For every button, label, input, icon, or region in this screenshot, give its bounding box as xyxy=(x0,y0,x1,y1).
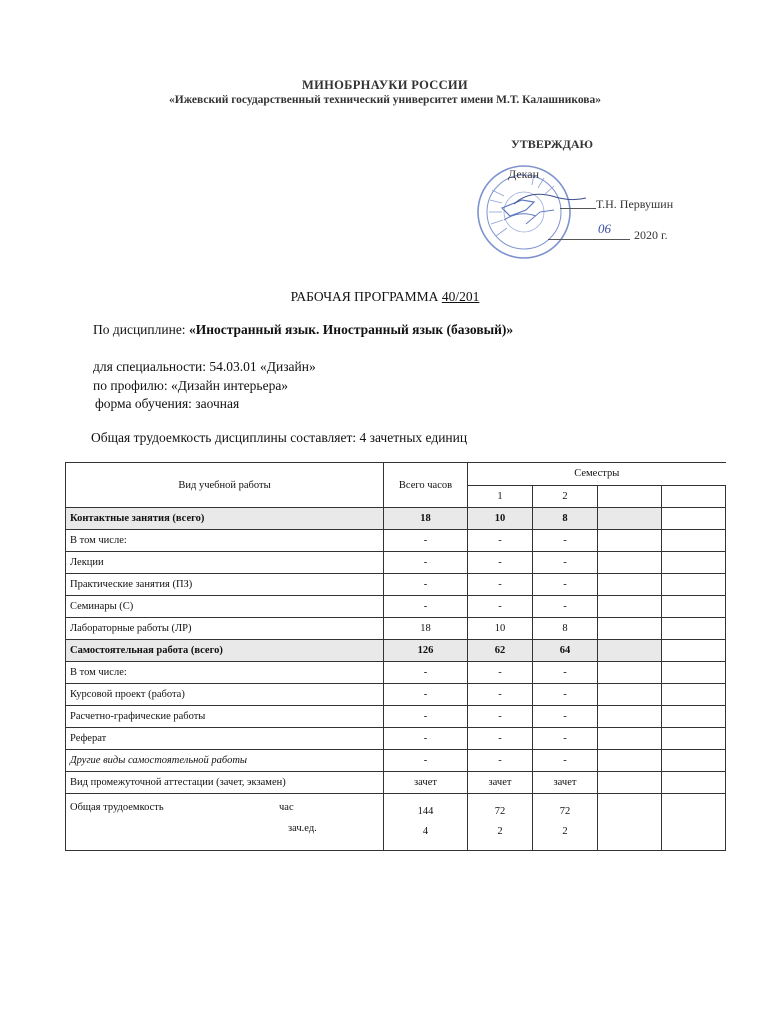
row-empty xyxy=(662,552,726,574)
header-semester-empty xyxy=(598,485,662,508)
row-label: Семинары (С) xyxy=(66,596,384,618)
row-empty xyxy=(662,772,726,794)
table-row xyxy=(66,618,726,640)
row-total: - xyxy=(384,706,468,728)
row-empty xyxy=(662,618,726,640)
table-row xyxy=(66,728,726,750)
row-sem1: - xyxy=(468,684,533,706)
table-row xyxy=(66,596,726,618)
row-empty xyxy=(662,794,726,851)
approval-title: УТВЕРЖДАЮ xyxy=(511,137,594,151)
header-semesters: Семестры xyxy=(468,463,726,486)
row-total: - xyxy=(384,728,468,750)
table-row-total-load xyxy=(66,794,726,851)
row-total: 18 xyxy=(384,508,468,530)
row-total: зачет xyxy=(384,772,468,794)
row-sem2: - xyxy=(533,552,598,574)
signature-line xyxy=(560,208,596,209)
row-sem2: - xyxy=(533,662,598,684)
row-sem1: зачет xyxy=(468,772,533,794)
row-sem1: - xyxy=(468,728,533,750)
row-label: В том числе: xyxy=(66,530,384,552)
row-empty xyxy=(598,794,662,851)
total-load-label: Общая трудоемкость xyxy=(70,802,164,813)
row-empty xyxy=(598,618,662,640)
sem2-credits-value: 2 xyxy=(562,826,568,837)
discipline-name: «Иностранный язык. Иностранный язык (базовый)» xyxy=(188,322,514,337)
row-total: - xyxy=(384,574,468,596)
row-total: - xyxy=(384,596,468,618)
total-load-label-cell xyxy=(66,794,384,851)
row-sem2: зачет xyxy=(533,772,598,794)
row-total: - xyxy=(384,552,468,574)
row-sem2: - xyxy=(533,706,598,728)
table-row xyxy=(66,662,726,684)
row-empty xyxy=(598,706,662,728)
row-sem2: - xyxy=(533,750,598,772)
row-empty xyxy=(598,728,662,750)
row-total: - xyxy=(384,684,468,706)
study-form-line: форма обучения: заочная xyxy=(95,396,240,411)
profile-line: по профилю: «Дизайн интерьера» xyxy=(93,378,289,393)
row-sem2: - xyxy=(533,728,598,750)
sem2-totals-cell xyxy=(533,794,598,851)
row-empty xyxy=(598,552,662,574)
row-empty xyxy=(662,530,726,552)
ministry-title: МИНОБРНАУКИ РОССИИ xyxy=(302,78,468,92)
row-sem1: 62 xyxy=(468,640,533,662)
university-name: «Ижевский государственный технический университет имени М.Т. Калашникова» xyxy=(169,94,601,106)
workload-table xyxy=(65,462,726,851)
row-empty xyxy=(598,530,662,552)
row-label: Самостоятельная работа (всего) xyxy=(66,640,384,662)
row-sem1: - xyxy=(468,750,533,772)
table-row xyxy=(66,574,726,596)
table-row xyxy=(66,530,726,552)
row-total: - xyxy=(384,530,468,552)
row-sem1: - xyxy=(468,706,533,728)
approval-date-year: 2020 г. xyxy=(634,228,668,242)
row-label: Лекции xyxy=(66,552,384,574)
sem2-hours-value: 72 xyxy=(559,806,571,817)
unit-hours-label: час xyxy=(279,802,294,813)
header-work-type: Вид учебной работы xyxy=(66,463,384,508)
row-empty xyxy=(662,728,726,750)
row-empty xyxy=(598,684,662,706)
row-empty xyxy=(598,772,662,794)
row-empty xyxy=(598,574,662,596)
row-label: В том числе: xyxy=(66,662,384,684)
program-title xyxy=(0,289,770,305)
total-hours-value: 144 xyxy=(417,806,434,817)
row-empty xyxy=(662,508,726,530)
header-semester-empty xyxy=(662,485,726,508)
row-empty xyxy=(662,640,726,662)
unit-credits-label: зач.ед. xyxy=(288,823,317,834)
row-label: Реферат xyxy=(66,728,384,750)
header-semester-2: 2 xyxy=(533,485,598,508)
program-title-prefix: РАБОЧАЯ ПРОГРАММА xyxy=(290,289,442,304)
row-empty xyxy=(598,596,662,618)
row-empty xyxy=(598,640,662,662)
row-empty xyxy=(662,596,726,618)
row-sem1: - xyxy=(468,574,533,596)
dean-name: Т.Н. Первушин xyxy=(596,197,674,211)
row-label: Расчетно-графические работы xyxy=(66,706,384,728)
row-empty xyxy=(662,662,726,684)
row-sem2: - xyxy=(533,596,598,618)
row-total: - xyxy=(384,750,468,772)
row-total: 126 xyxy=(384,640,468,662)
dean-label: Декан xyxy=(508,167,540,181)
table-row xyxy=(66,508,726,530)
row-sem2: - xyxy=(533,684,598,706)
row-sem1: - xyxy=(468,662,533,684)
discipline-line xyxy=(93,322,513,338)
row-empty xyxy=(598,662,662,684)
table-row xyxy=(66,706,726,728)
row-empty xyxy=(598,750,662,772)
row-label: Лабораторные работы (ЛР) xyxy=(66,618,384,640)
row-sem1: - xyxy=(468,596,533,618)
row-sem1: - xyxy=(468,530,533,552)
table-row xyxy=(66,640,726,662)
row-empty xyxy=(662,684,726,706)
row-empty xyxy=(662,750,726,772)
row-sem2: - xyxy=(533,574,598,596)
row-sem2: 64 xyxy=(533,640,598,662)
sem1-credits-value: 2 xyxy=(497,826,503,837)
row-sem1: 10 xyxy=(468,618,533,640)
sem1-hours-value: 72 xyxy=(494,806,506,817)
row-label: Практические занятия (ПЗ) xyxy=(66,574,384,596)
approval-date-month: 06 xyxy=(598,221,611,236)
row-label: Курсовой проект (работа) xyxy=(66,684,384,706)
sem1-totals-cell xyxy=(468,794,533,851)
table-row xyxy=(66,552,726,574)
table-header-row xyxy=(66,463,726,486)
total-load-line: Общая трудоемкость дисциплины составляет: 4 зачетных единиц xyxy=(91,430,468,445)
row-sem2: 8 xyxy=(533,618,598,640)
table-row xyxy=(66,684,726,706)
row-empty xyxy=(662,706,726,728)
row-label: Вид промежуточной аттестации (зачет, экзамен) xyxy=(66,772,384,794)
row-sem2: - xyxy=(533,530,598,552)
row-total: - xyxy=(384,662,468,684)
header-semester-1: 1 xyxy=(468,485,533,508)
row-sem1: - xyxy=(468,552,533,574)
specialty-line: для специальности: 54.03.01 «Дизайн» xyxy=(93,359,316,374)
total-hours-cell xyxy=(384,794,468,851)
table-row xyxy=(66,750,726,772)
row-label: Контактные занятия (всего) xyxy=(66,508,384,530)
row-sem2: 8 xyxy=(533,508,598,530)
discipline-prefix: По дисциплине: xyxy=(93,322,189,337)
total-credits-value: 4 xyxy=(422,826,429,837)
row-sem1: 10 xyxy=(468,508,533,530)
program-number: 40/201 xyxy=(441,289,480,304)
header-total-hours: Всего часов xyxy=(384,463,468,508)
date-line xyxy=(548,239,630,240)
row-empty xyxy=(598,508,662,530)
row-total: 18 xyxy=(384,618,468,640)
row-label: Другие виды самостоятельной работы xyxy=(66,750,384,772)
row-empty xyxy=(662,574,726,596)
table-row xyxy=(66,772,726,794)
